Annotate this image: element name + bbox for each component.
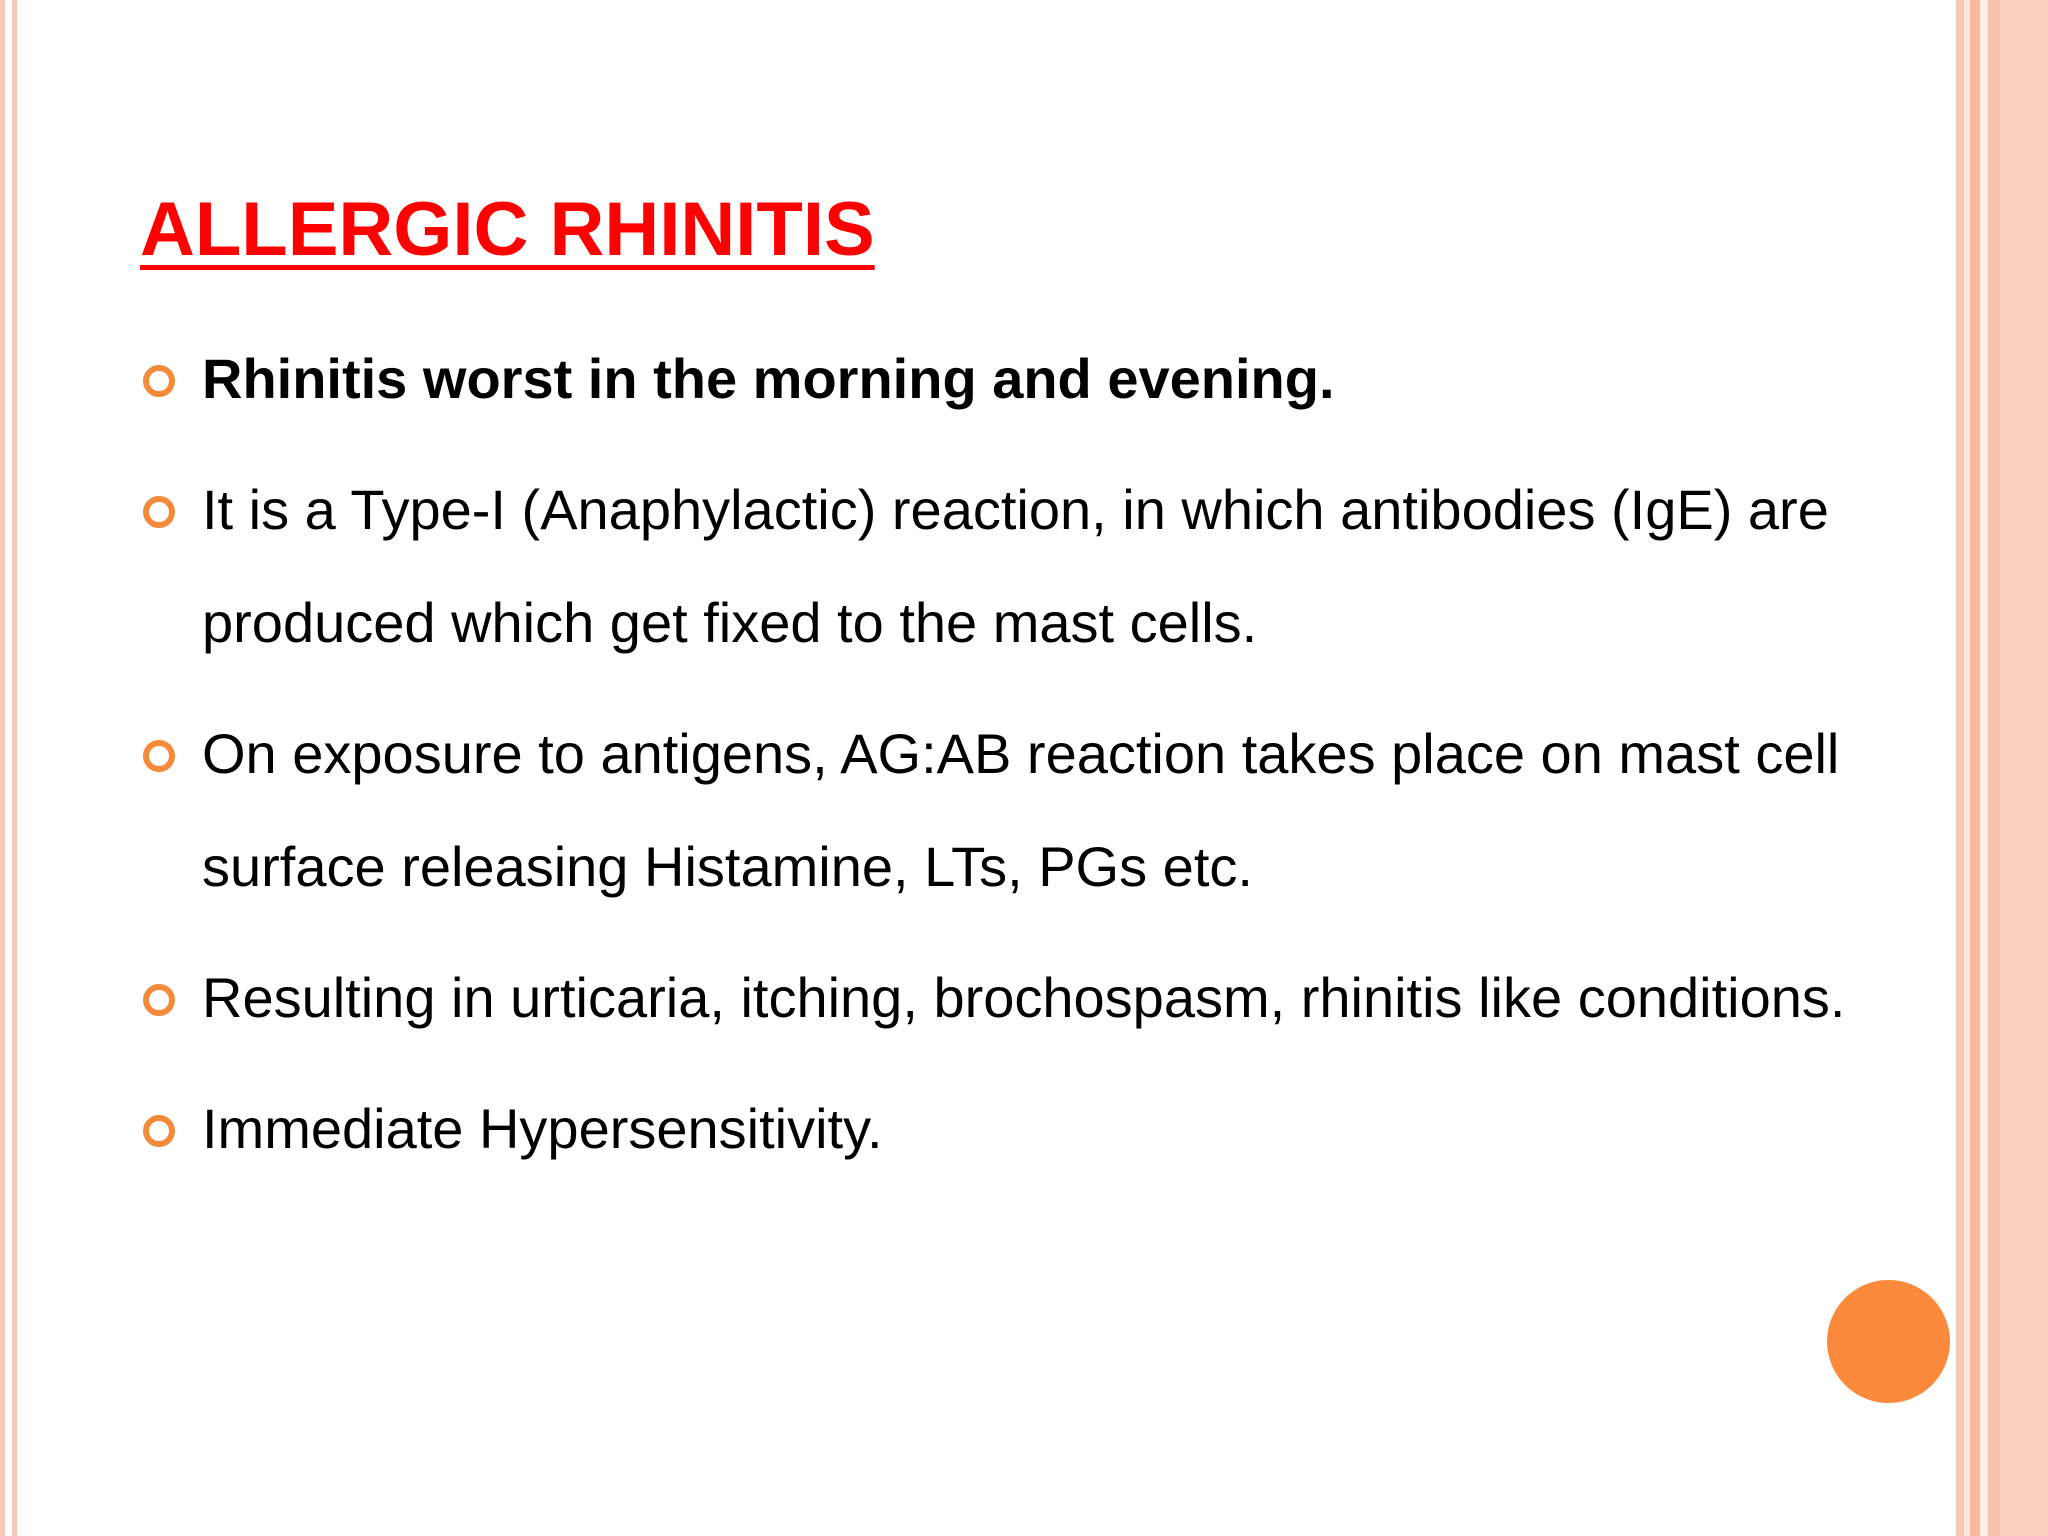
bullet-text: Immediate Hypersensitivity. <box>202 1097 883 1160</box>
right-border-stripe <box>1970 0 1980 1536</box>
orange-circle-decoration <box>1827 1280 1950 1403</box>
hollow-circle-bullet-icon <box>143 984 175 1016</box>
hollow-circle-bullet-icon <box>143 740 175 772</box>
bullet-list <box>140 322 1920 1203</box>
left-border-line <box>0 0 5 1536</box>
right-border-stripe <box>1980 0 1988 1536</box>
slide-title: ALLERGIC RHINITIS <box>140 187 875 272</box>
left-border-line <box>12 0 17 1536</box>
bullet-text: It is a Type-I (Anaphylactic) reaction, in which antibodies (IgE) are produced which get fixed to the mast cells. <box>202 478 1829 654</box>
right-border-stripe <box>1956 0 1964 1536</box>
hollow-circle-bullet-icon <box>143 496 175 528</box>
right-border-stripe <box>1988 0 2000 1536</box>
hollow-circle-bullet-icon <box>143 365 175 397</box>
bullet-text: Resulting in urticaria, itching, brochospasm, rhinitis like conditions. <box>202 966 1846 1029</box>
bullet-item <box>140 941 1920 1054</box>
bullet-item <box>140 1072 1920 1185</box>
bullet-item <box>140 697 1920 923</box>
bullet-item <box>140 322 1920 435</box>
bullet-item <box>140 453 1920 679</box>
hollow-circle-bullet-icon <box>143 1115 175 1147</box>
bullet-text: Rhinitis worst in the morning and evening. <box>202 347 1335 410</box>
bullet-text: On exposure to antigens, AG:AB reaction takes place on mast cell surface releasing Histamine, LTs, PGs etc. <box>202 722 1840 898</box>
right-border-stripe <box>2000 0 2048 1536</box>
